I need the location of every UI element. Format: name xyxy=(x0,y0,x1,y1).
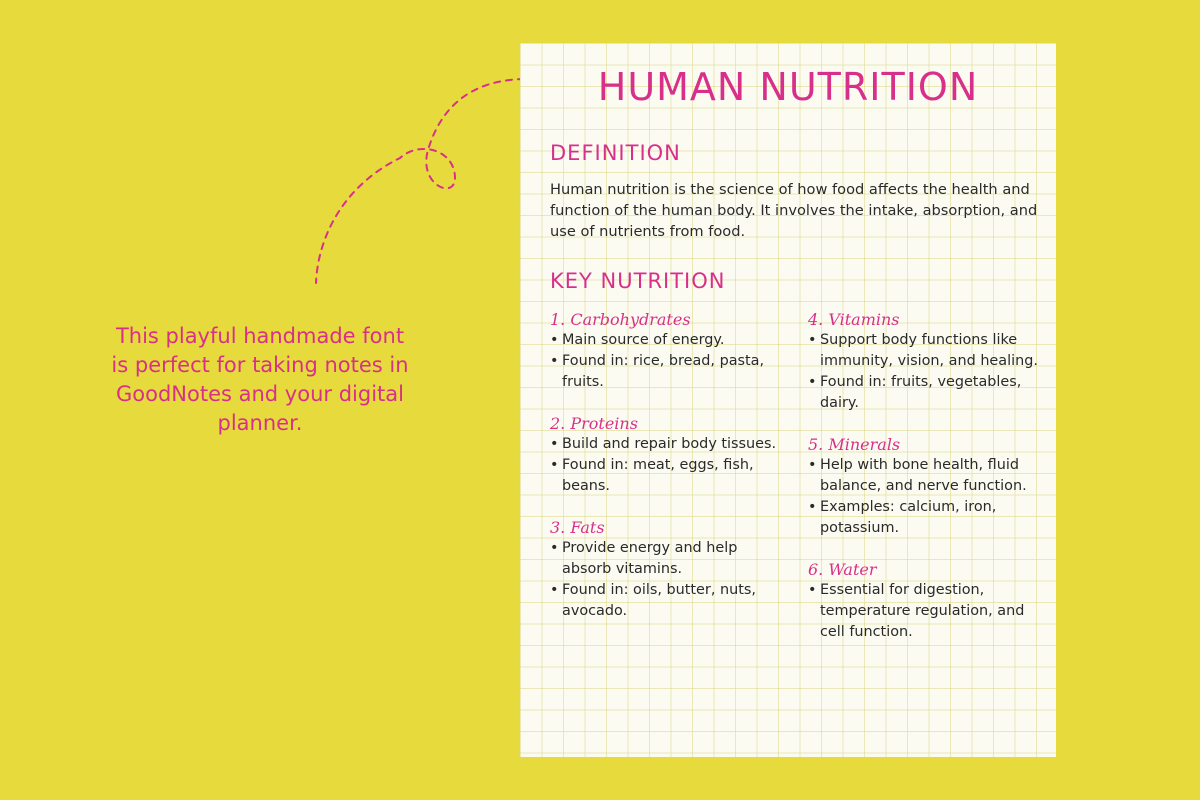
nutrient-title: 5. Minerals xyxy=(808,435,901,454)
nutrient-item xyxy=(550,309,785,393)
nutrient-column-left xyxy=(550,309,785,642)
nutrient-bullet: • Found in: rice, bread, pasta, fruits. xyxy=(550,351,785,393)
nutrient-item xyxy=(808,559,1043,643)
promo-caption: This playful handmade font is perfect for taking notes in GoodNotes and your digital planner. xyxy=(111,324,409,435)
nutrient-bullet: • Found in: meat, eggs, fish, beans. xyxy=(550,455,785,497)
nutrient-bullet: • Help with bone health, fluid balance, and nerve function. xyxy=(808,455,1043,497)
nutrient-title: 2. Proteins xyxy=(550,414,638,433)
nutrient-bullet: • Provide energy and help absorb vitamins. xyxy=(550,538,785,580)
nutrient-item xyxy=(808,434,1043,539)
nutrient-bullet: • Examples: calcium, iron, potassium. xyxy=(808,497,1043,539)
nutrient-item xyxy=(550,517,785,622)
nutrient-title: 1. Carbohydrates xyxy=(550,310,691,329)
page-title: HUMAN NUTRITION xyxy=(597,65,979,109)
definition-text: Human nutrition is the science of how food affects the health and function of the human body. It involves the intake, absorption, and use of nutrients from food. xyxy=(550,181,1038,240)
nutrient-item xyxy=(808,309,1043,414)
nutrient-title: 4. Vitamins xyxy=(808,310,900,329)
notes-page xyxy=(520,43,1056,757)
nutrient-column-right xyxy=(808,309,1043,663)
nutrient-bullet: • Build and repair body tissues. xyxy=(550,434,785,455)
nutrient-bullet: • Essential for digestion, temperature regulation, and cell function. xyxy=(808,580,1043,643)
nutrient-title: 6. Water xyxy=(808,560,877,579)
nutrient-bullet: • Main source of energy. xyxy=(550,330,785,351)
key-nutrition-heading: KEY NUTRITION xyxy=(550,269,726,293)
definition-heading: DEFINITION xyxy=(550,141,681,165)
nutrient-title: 3. Fats xyxy=(550,518,605,537)
nutrient-bullet: • Found in: oils, butter, nuts, avocado. xyxy=(550,580,785,622)
nutrient-bullet: • Support body functions like immunity, vision, and healing. xyxy=(808,330,1043,372)
nutrient-item xyxy=(550,413,785,497)
nutrient-bullet: • Found in: fruits, vegetables, dairy. xyxy=(808,372,1043,414)
